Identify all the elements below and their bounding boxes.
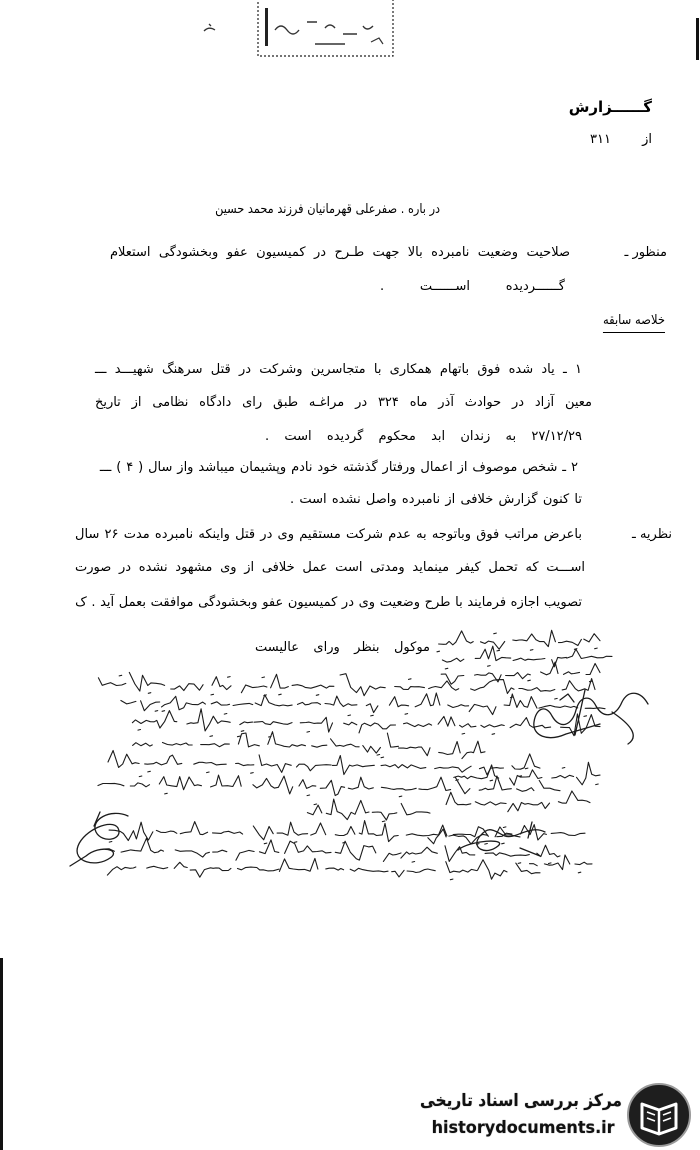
handwriting-line: [133, 732, 430, 756]
purpose-line: صلاحیت وضعیت نامبرده بالا جهت طـرح در کمیسیون عفو وبخشودگی استعلام: [109, 245, 570, 260]
handwriting-line: [454, 762, 600, 785]
handwriting-line: [437, 630, 600, 652]
watermark-website: historydocuments.ir: [432, 1118, 615, 1138]
handwriting-line: [98, 672, 595, 697]
purpose-label: منظور ـ: [624, 245, 667, 260]
opinion-label: نظریه ـ: [632, 527, 672, 542]
signature: [458, 822, 545, 856]
archive-logo-icon: [626, 1082, 692, 1148]
handwriting-line: [428, 825, 585, 845]
summary-line: تا کنون گزارش خلافی از نامبرده واصل نشده است .: [290, 492, 582, 507]
watermark-organization: مرکز بررسی اسناد تاریخی: [419, 1091, 622, 1111]
handwriting-line: [121, 693, 605, 716]
handwriting-line: [530, 855, 593, 873]
handwriting-line: [108, 751, 540, 777]
handwriting-line: [441, 662, 600, 684]
purpose-line: گــــــردیده اســــــت .: [380, 279, 565, 294]
handwriting-line: [98, 775, 560, 797]
report-subject: در باره . صفرعلی قهرمانیان فرزند محمد حسین: [214, 202, 440, 217]
handwriting-line: [132, 709, 600, 736]
handwriting-line: [439, 741, 485, 758]
opinion-line: باعرض مراتب فوق وباتوجه به عدم شرکت مستقیم وی در قتل واینکه نامبرده مدت ۲۶ سال: [75, 527, 582, 542]
scan-mark: [204, 24, 215, 31]
summary-line: ۲ ـ شخص موصوف از اعمال ورفتار گذشته خود نادم وپشیمان میباشد واز سال ( ۴ ) ـــ: [99, 460, 578, 475]
opinion-line: تصویب اجازه فرمایند با طرح وضعیت وی در کمیسیون عفو وبخشودگی موافقت بعمل آید . ک: [75, 595, 582, 610]
handwriting-line: [446, 791, 590, 812]
handwriting-line: [103, 838, 560, 863]
summary-line: ۱ ـ یاد شده فوق باتهام همکاری با متجاسرین وشرکت در قتل سرهنگ شهیـــد ـــ: [95, 362, 582, 377]
handwriting-line: [442, 646, 612, 669]
handwriting-line: [109, 821, 520, 845]
summary-line: ۲۷/۱۲/۲۹ به زندان ابد محکوم گردیده است .: [265, 429, 582, 444]
handwriting-line: [107, 858, 540, 879]
signature: [534, 690, 648, 744]
summary-line: معین آزاد در حوادث آذر ماه ۳۲۴ در مراغـه طبق رای دادگاه نظامی از تاریخ: [94, 395, 592, 410]
report-reference: از ۳۱۱: [590, 132, 652, 147]
closing-line: موکول بنظر ورای عالیست: [255, 640, 430, 655]
scan-edge: [0, 958, 3, 1150]
scan-edge: [696, 18, 699, 60]
report-title: گــــــزارش: [568, 98, 652, 116]
stamp: [255, 0, 397, 60]
signature: [70, 812, 128, 866]
opinion-line: اســـت که تحمل کیفر مینماید ومدتی است عمل خلافی از وی مشهود نشده در صورت: [75, 560, 585, 575]
summary-heading: خلاصه سابقه: [603, 312, 665, 333]
handwriting-line: [307, 799, 430, 822]
